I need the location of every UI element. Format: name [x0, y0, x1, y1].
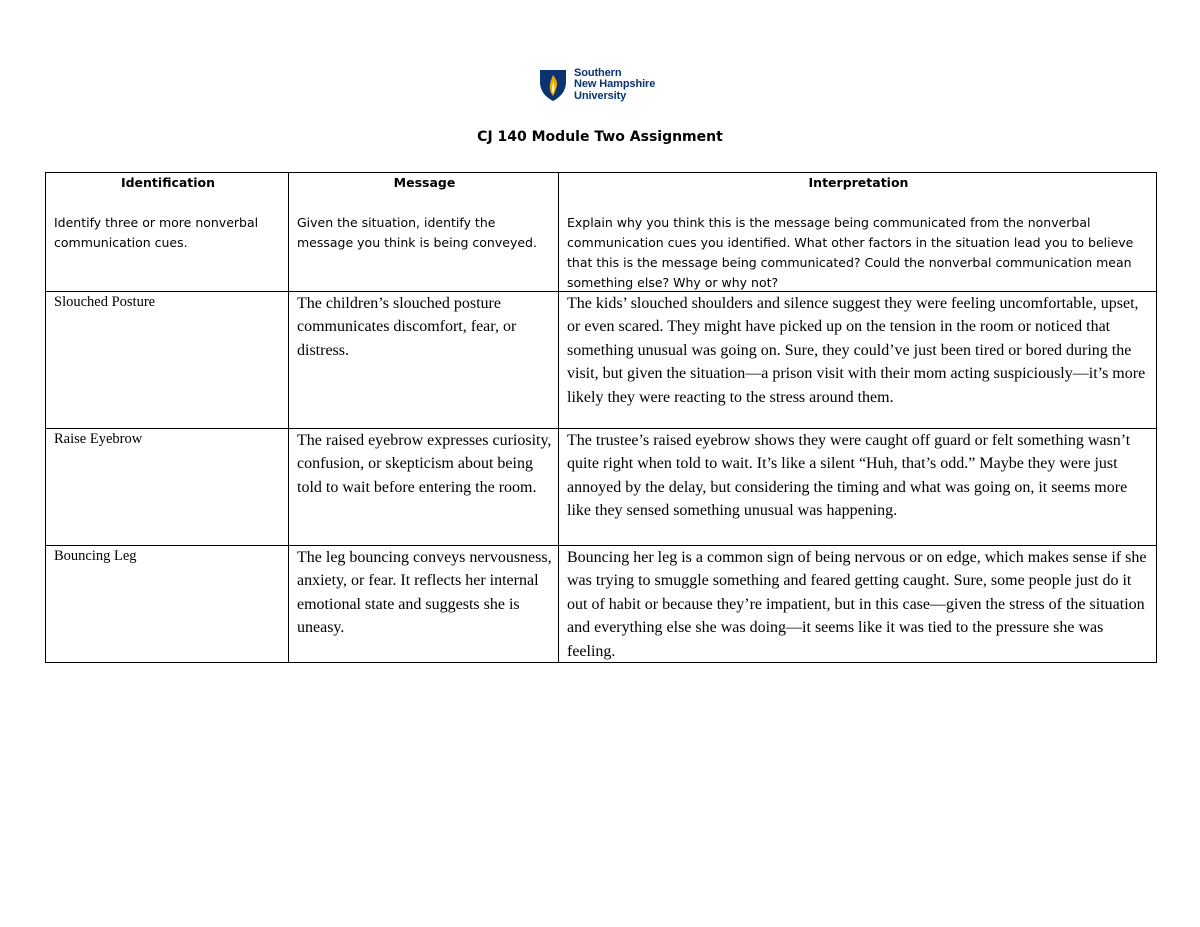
table-row [46, 292, 1157, 429]
interpretation-text: The trustee’s raised eyebrow shows they were caught off guard or felt something wasn’t quite right when told to wait. It’s like a silent “Huh, that’s odd.” Maybe they were just annoyed by the delay, but considering the timing and what was going on, it seems more like they sensed something unusual was happening. [567, 432, 1131, 520]
interpretation-cell [559, 292, 1157, 429]
university-logo [538, 66, 678, 104]
logo-wordmark [574, 68, 655, 103]
message-text: The leg bouncing conveys nervousness, anxiety, or fear. It reflects her internal emotional state and suggests she is uneasy. [297, 549, 552, 637]
cue-cell [46, 546, 289, 663]
cue-text: Slouched Posture [54, 294, 156, 310]
header-cell-identification [46, 173, 289, 292]
cue-cell [46, 292, 289, 429]
header-heading: Interpretation [808, 175, 909, 190]
table-row [46, 429, 1157, 546]
header-description: Identify three or more nonverbal communication cues. [54, 215, 259, 250]
message-cell [289, 546, 559, 663]
snhu-shield-icon [538, 68, 568, 102]
header-heading: Message [393, 175, 456, 190]
cue-cell [46, 429, 289, 546]
header-heading: Identification [120, 175, 216, 190]
logo-line-3: University [574, 89, 627, 102]
header-description: Explain why you think this is the message being communicated from the nonverbal communication cues you identified. What other factors in the situation lead you to believe that this is the message being communicated? Could the nonverbal communication mean something else? Why or why not? [567, 215, 1134, 290]
page-title: CJ 140 Module Two Assignment [477, 129, 723, 145]
logo-line-1: Southern [574, 66, 622, 79]
message-cell [289, 292, 559, 429]
cue-text: Raise Eyebrow [54, 431, 143, 447]
interpretation-cell [559, 546, 1157, 663]
logo-line-2: New Hampshire [574, 78, 656, 91]
interpretation-cell [559, 429, 1157, 546]
assignment-table [45, 172, 1157, 663]
interpretation-text: The kids’ slouched shoulders and silence suggest they were feeling uncomfortable, upset, or even scared. They might have picked up on the tension in the room or noticed that something unusual was going on. Sure, they could’ve just been tired or bored during the visit, but given the situation—a prison visit with their mom acting suspiciously—it’s more likely they were reacting to the stress around them. [567, 295, 1146, 406]
header-cell-interpretation [559, 173, 1157, 292]
header-cell-message [289, 173, 559, 292]
table-row [46, 546, 1157, 663]
header-description: Given the situation, identify the message you think is being conveyed. [297, 215, 537, 250]
cue-text: Bouncing Leg [54, 548, 137, 564]
table-header-row [46, 173, 1157, 292]
interpretation-text: Bouncing her leg is a common sign of being nervous or on edge, which makes sense if she was trying to smuggle something and feared getting caught. Sure, some people just do it out of habit or because they’re impatient, but in this case—given the stress of the situation and everything else she was doing—it seems like it was tied to the pressure she was feeling. [567, 549, 1147, 660]
message-text: The children’s slouched posture communicates discomfort, fear, or distress. [297, 295, 517, 359]
message-cell [289, 429, 559, 546]
message-text: The raised eyebrow expresses curiosity, confusion, or skepticism about being told to wait before entering the room. [297, 432, 552, 496]
